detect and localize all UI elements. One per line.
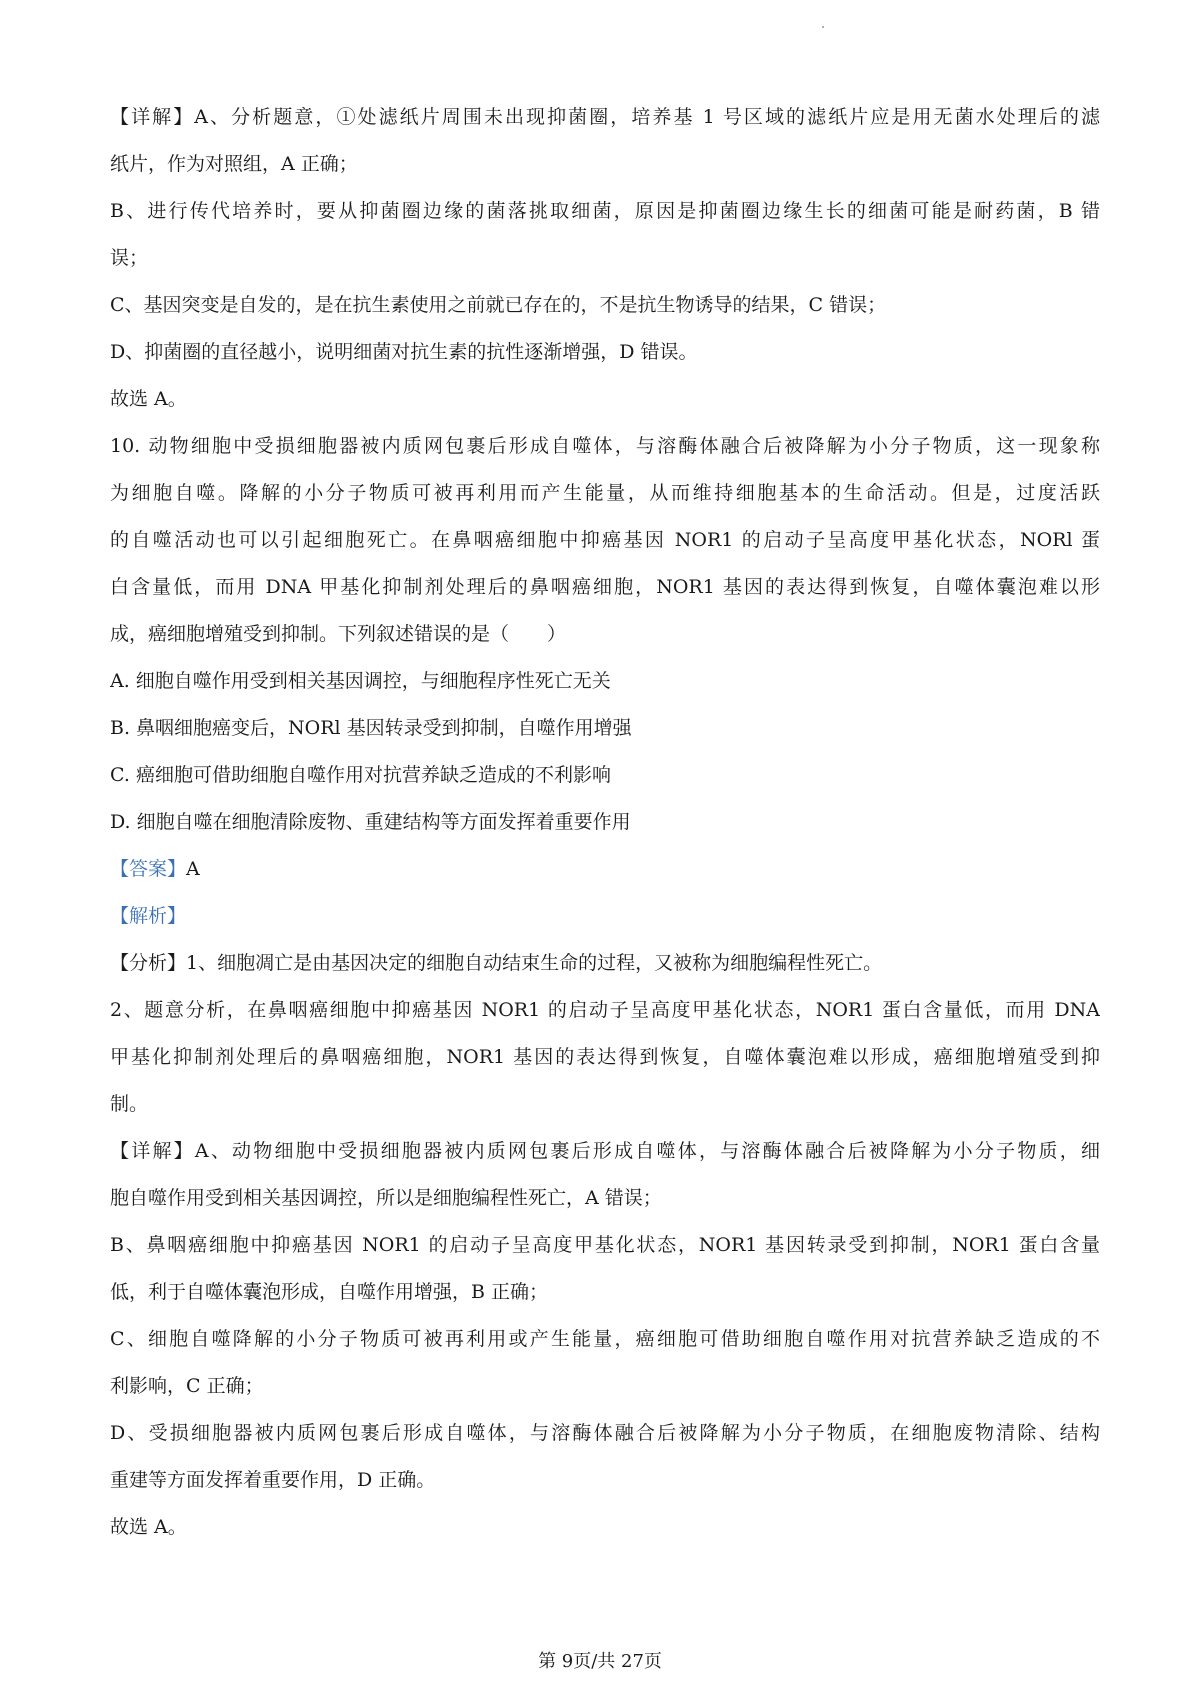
text-line: 【分析】1、细胞凋亡是由基因决定的细胞自动结束生命的过程，又被称为细胞编程性死亡。 [110, 952, 883, 974]
text-line: 【详解】A、分析题意，①处滤纸片周围未出现抑菌圈，培养基 1 号区域的滤纸片应是用无菌水处理后的滤 [110, 106, 1100, 128]
document-body [110, 94, 1100, 1551]
text-line: 故选 A。 [110, 388, 187, 410]
text-line: B、进行传代培养时，要从抑菌圈边缘的菌落挑取细菌，原因是抑菌圈边缘生长的细菌可能是耐药菌，B 错 [110, 200, 1100, 222]
text-line: D、受损细胞器被内质网包裹后形成自噬体，与溶酶体融合后被降解为小分子物质，在细胞废物清除、结构 [110, 1422, 1100, 1444]
text-line: C、基因突变是自发的，是在抗生素使用之前就已存在的，不是抗生物诱导的结果，C 错误； [110, 294, 887, 316]
paragraph [110, 94, 1100, 188]
paragraph [110, 188, 1100, 282]
paragraph [110, 658, 1100, 705]
text-line: 的自噬活动也可以引起细胞死亡。在鼻咽癌细胞中抑癌基因 NOR1 的启动子呈高度甲基化状态，NORl 蛋 [110, 529, 1100, 551]
text-line [110, 846, 1100, 893]
text-line: 低，利于自噬体囊泡形成，自噬作用增强，B 正确； [110, 1281, 549, 1303]
paragraph [110, 940, 1100, 987]
text-line: C、细胞自噬降解的小分子物质可被再利用或产生能量，癌细胞可借助细胞自噬作用对抗营养缺乏造成的不 [110, 1328, 1100, 1350]
text-line: 故选 A。 [110, 1516, 187, 1538]
text-line: 重建等方面发挥着重要作用，D 正确。 [110, 1469, 436, 1491]
text-line: 成，癌细胞增殖受到抑制。下列叙述错误的是（ ） [110, 623, 567, 645]
text-line: 【详解】A、动物细胞中受损细胞器被内质网包裹后形成自噬体，与溶酶体融合后被降解为小分子物质，细 [110, 1140, 1100, 1162]
paragraph [110, 846, 1100, 893]
text-line: C. 癌细胞可借助细胞自噬作用对抗营养缺乏造成的不利影响 [110, 764, 611, 786]
paragraph [110, 1128, 1100, 1222]
paragraph [110, 705, 1100, 752]
text-line: B、鼻咽癌细胞中抑癌基因 NOR1 的启动子呈高度甲基化状态，NOR1 基因转录受到抑制，NOR1 蛋白含量 [110, 1234, 1100, 1256]
paragraph [110, 1316, 1100, 1410]
paragraph [110, 423, 1100, 658]
paragraph [110, 799, 1100, 846]
section-label: 【答案】 [110, 858, 187, 880]
text-line: 10. 动物细胞中受损细胞器被内质网包裹后形成自噬体，与溶酶体融合后被降解为小分子物质，这一现象称 [110, 435, 1100, 457]
text-line: B. 鼻咽细胞癌变后，NORl 基因转录受到抑制，自噬作用增强 [110, 717, 632, 739]
paragraph [110, 987, 1100, 1128]
page-number-footer: 第 9页/共 27页 [538, 1651, 662, 1672]
paragraph [110, 1410, 1100, 1504]
paragraph [110, 1504, 1100, 1551]
text-line: 2、题意分析，在鼻咽癌细胞中抑癌基因 NOR1 的启动子呈高度甲基化状态，NOR1 蛋白含量低，而用 DNA [110, 999, 1100, 1021]
paragraph [110, 1222, 1100, 1316]
paragraph [110, 752, 1100, 799]
section-label: 【解析】 [110, 905, 187, 927]
paragraph [110, 329, 1100, 376]
text-line: 胞自噬作用受到相关基因调控，所以是细胞编程性死亡，A 错误； [110, 1187, 662, 1209]
text-line: 白含量低，而用 DNA 甲基化抑制剂处理后的鼻咽癌细胞，NOR1 基因的表达得到恢复，自噬体囊泡难以形 [110, 576, 1100, 598]
text-line: D. 细胞自噬在细胞清除废物、重建结构等方面发挥着重要作用 [110, 811, 631, 833]
paragraph [110, 376, 1100, 423]
paragraph [110, 282, 1100, 329]
text-line: 为细胞自噬。降解的小分子物质可被再利用而产生能量，从而维持细胞基本的生命活动。但是，过度活跃 [110, 482, 1100, 504]
text-line [110, 893, 1100, 940]
text-line: D、抑菌圈的直径越小，说明细菌对抗生素的抗性逐渐增强，D 错误。 [110, 341, 698, 363]
text-line: 制。 [110, 1093, 149, 1115]
text-line: 纸片，作为对照组，A 正确； [110, 153, 358, 175]
text-line: 利影响，C 正确； [110, 1375, 264, 1397]
paragraph [110, 893, 1100, 940]
text-line: 误； [110, 247, 149, 269]
section-value: A [186, 858, 200, 880]
text-line: A. 细胞自噬作用受到相关基因调控，与细胞程序性死亡无关 [110, 670, 611, 692]
scan-speck [822, 26, 824, 28]
text-line: 甲基化抑制剂处理后的鼻咽癌细胞，NOR1 基因的表达得到恢复，自噬体囊泡难以形成，癌细胞增殖受到抑 [110, 1046, 1100, 1068]
